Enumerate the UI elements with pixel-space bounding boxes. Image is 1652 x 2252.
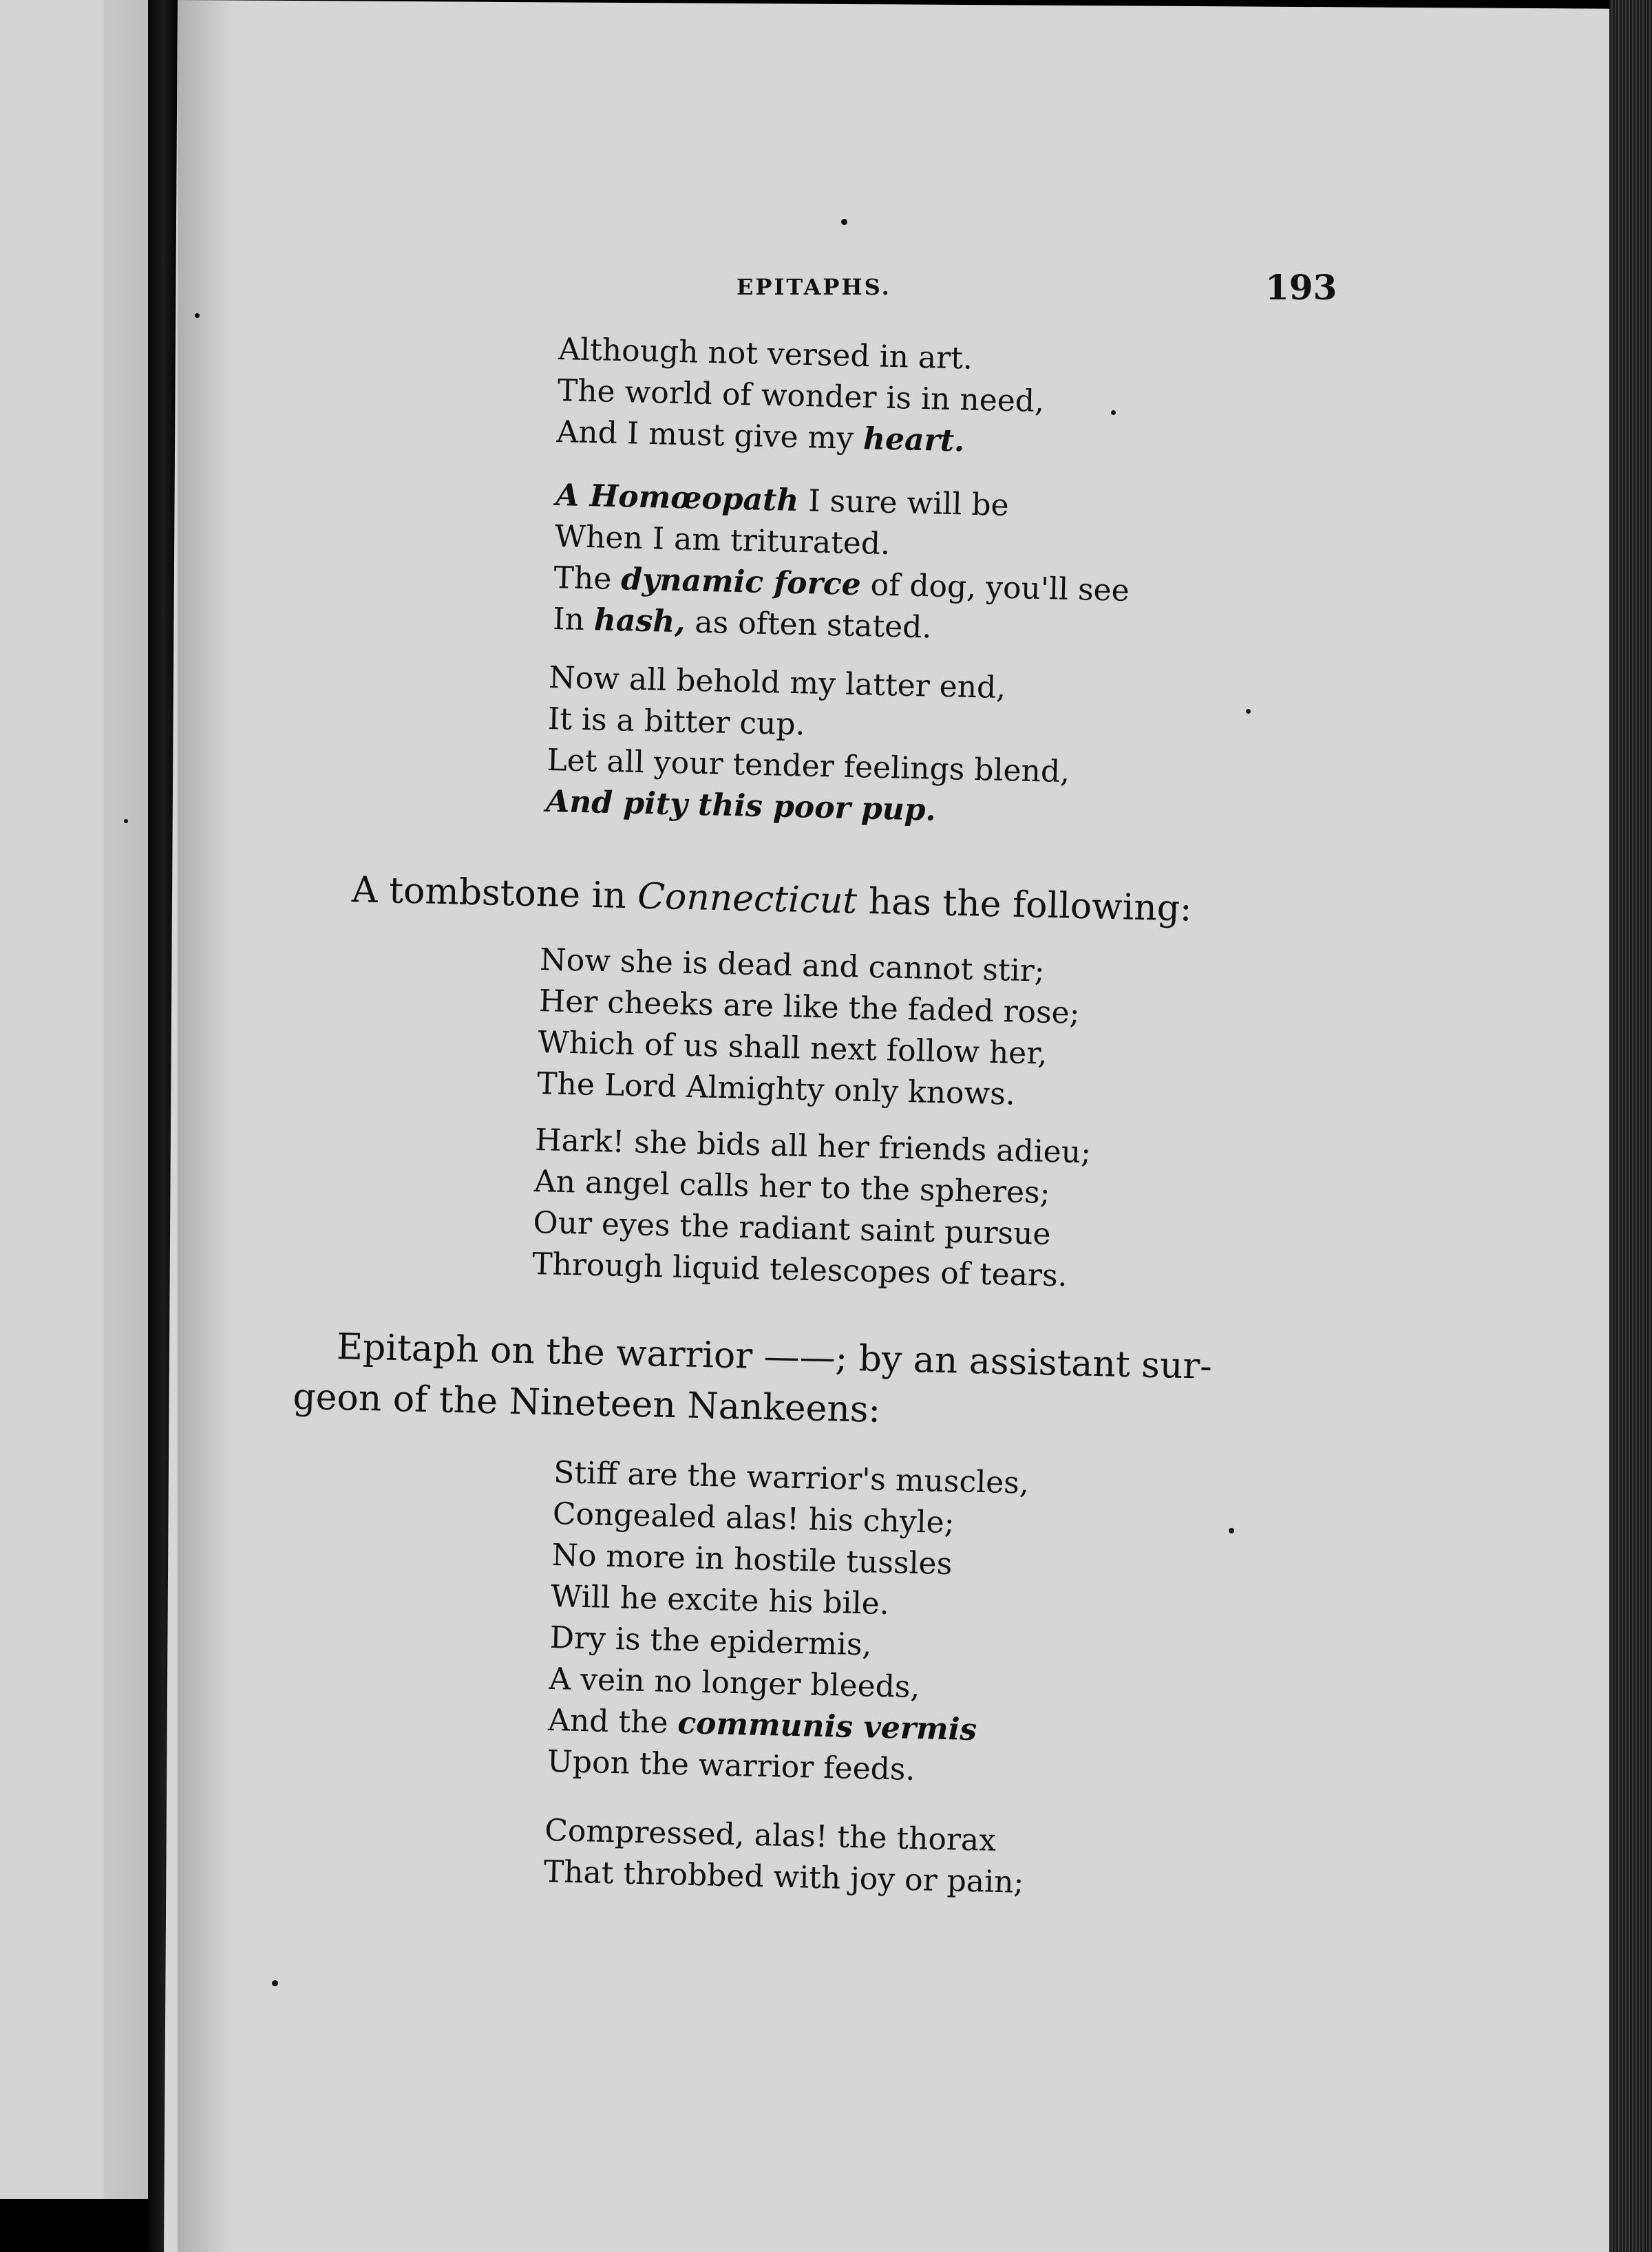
verse-line: Our eyes the radiant saint pursue bbox=[533, 1204, 1052, 1253]
page-fold-shadow bbox=[178, 0, 233, 2252]
verse-line: And pity this poor pup. bbox=[545, 783, 937, 828]
stanza bbox=[546, 657, 1072, 834]
stanza bbox=[556, 329, 1046, 464]
ink-speck bbox=[1111, 410, 1116, 415]
verse-line: Dry is the epidermis, bbox=[549, 1619, 873, 1663]
verse-line: When I am triturated. bbox=[554, 518, 891, 562]
verse-line: Compressed, alas! the thorax bbox=[544, 1812, 997, 1858]
stanza bbox=[543, 1810, 1025, 1904]
italic-word: heart. bbox=[862, 421, 966, 459]
ink-speck bbox=[272, 1980, 278, 1986]
verse-line: In hash, as often stated. bbox=[552, 601, 932, 646]
verse-line: Hark! she bids all her friends adieu; bbox=[534, 1122, 1092, 1171]
italic-phrase: A Homœopath bbox=[555, 477, 799, 518]
ink-speck bbox=[195, 313, 200, 318]
stanza bbox=[547, 1452, 1029, 1794]
verse-line: Although not versed in art. bbox=[558, 331, 973, 376]
verse-line: It is a bitter cup. bbox=[547, 701, 806, 743]
running-title: EPITAPHS. bbox=[737, 274, 891, 300]
italic-word: Connecticut bbox=[637, 875, 858, 922]
left-page-shadow bbox=[103, 0, 148, 2199]
prose-line: A tombstone in Connecticut has the following: bbox=[351, 869, 1193, 930]
verse-line: Her cheeks are like the faded rose; bbox=[538, 983, 1081, 1031]
prose-line: geon of the Nineteen Nankeens: bbox=[292, 1376, 881, 1431]
verse-line: Which of us shall next follow her, bbox=[538, 1024, 1048, 1072]
verse-line: That throbbed with joy or pain; bbox=[543, 1853, 1024, 1900]
verse-line: The world of wonder is in need, bbox=[557, 372, 1045, 420]
verse-line: The Lord Almighty only knows. bbox=[536, 1065, 1016, 1112]
prose-line: Epitaph on the warrior ——; by an assistant sur- bbox=[336, 1326, 1213, 1388]
page-stack-edge bbox=[1609, 0, 1652, 2252]
verse-line: And the communis vermis bbox=[547, 1702, 977, 1748]
verse-line: Congealed alas! his chyle; bbox=[552, 1496, 955, 1541]
stanza bbox=[553, 475, 1132, 653]
verse-line: An angel calls her to the spheres; bbox=[533, 1163, 1051, 1211]
verse-line: Through liquid telescopes of tears. bbox=[531, 1246, 1068, 1294]
ink-speck bbox=[124, 819, 128, 823]
verse-line: A vein no longer bleeds, bbox=[548, 1661, 921, 1706]
stanza bbox=[532, 1120, 1092, 1297]
verse-line: And I must give my heart. bbox=[556, 414, 966, 459]
ink-speck bbox=[1246, 709, 1251, 714]
ink-speck bbox=[1229, 1528, 1234, 1533]
verse-line: Stiff are the warrior's muscles, bbox=[553, 1454, 1030, 1501]
verse-line: Now she is dead and cannot stir; bbox=[539, 942, 1046, 989]
verse-line: Will he excite his bile. bbox=[550, 1578, 890, 1622]
page-header bbox=[0, 267, 1652, 308]
intro-paragraph bbox=[292, 1321, 1213, 1443]
verse-line: A Homœopath I sure will be bbox=[555, 477, 1010, 523]
ink-speck bbox=[841, 219, 847, 225]
page-number: 193 bbox=[1265, 267, 1337, 308]
italic-phrase: dynamic force bbox=[620, 562, 862, 603]
verse-line: Upon the warrior feeds. bbox=[547, 1743, 915, 1788]
verse-line: Let all your tender feelings blend, bbox=[547, 742, 1070, 790]
italic-phrase: communis vermis bbox=[677, 1706, 977, 1748]
verse-line: The dynamic force of dog, you'll see bbox=[553, 560, 1130, 608]
stanza bbox=[537, 939, 1081, 1117]
verse-line: Now all behold my latter end, bbox=[548, 659, 1006, 706]
italic-word: hash, bbox=[593, 602, 686, 640]
verse-line: No more in hostile tussles bbox=[551, 1537, 953, 1582]
